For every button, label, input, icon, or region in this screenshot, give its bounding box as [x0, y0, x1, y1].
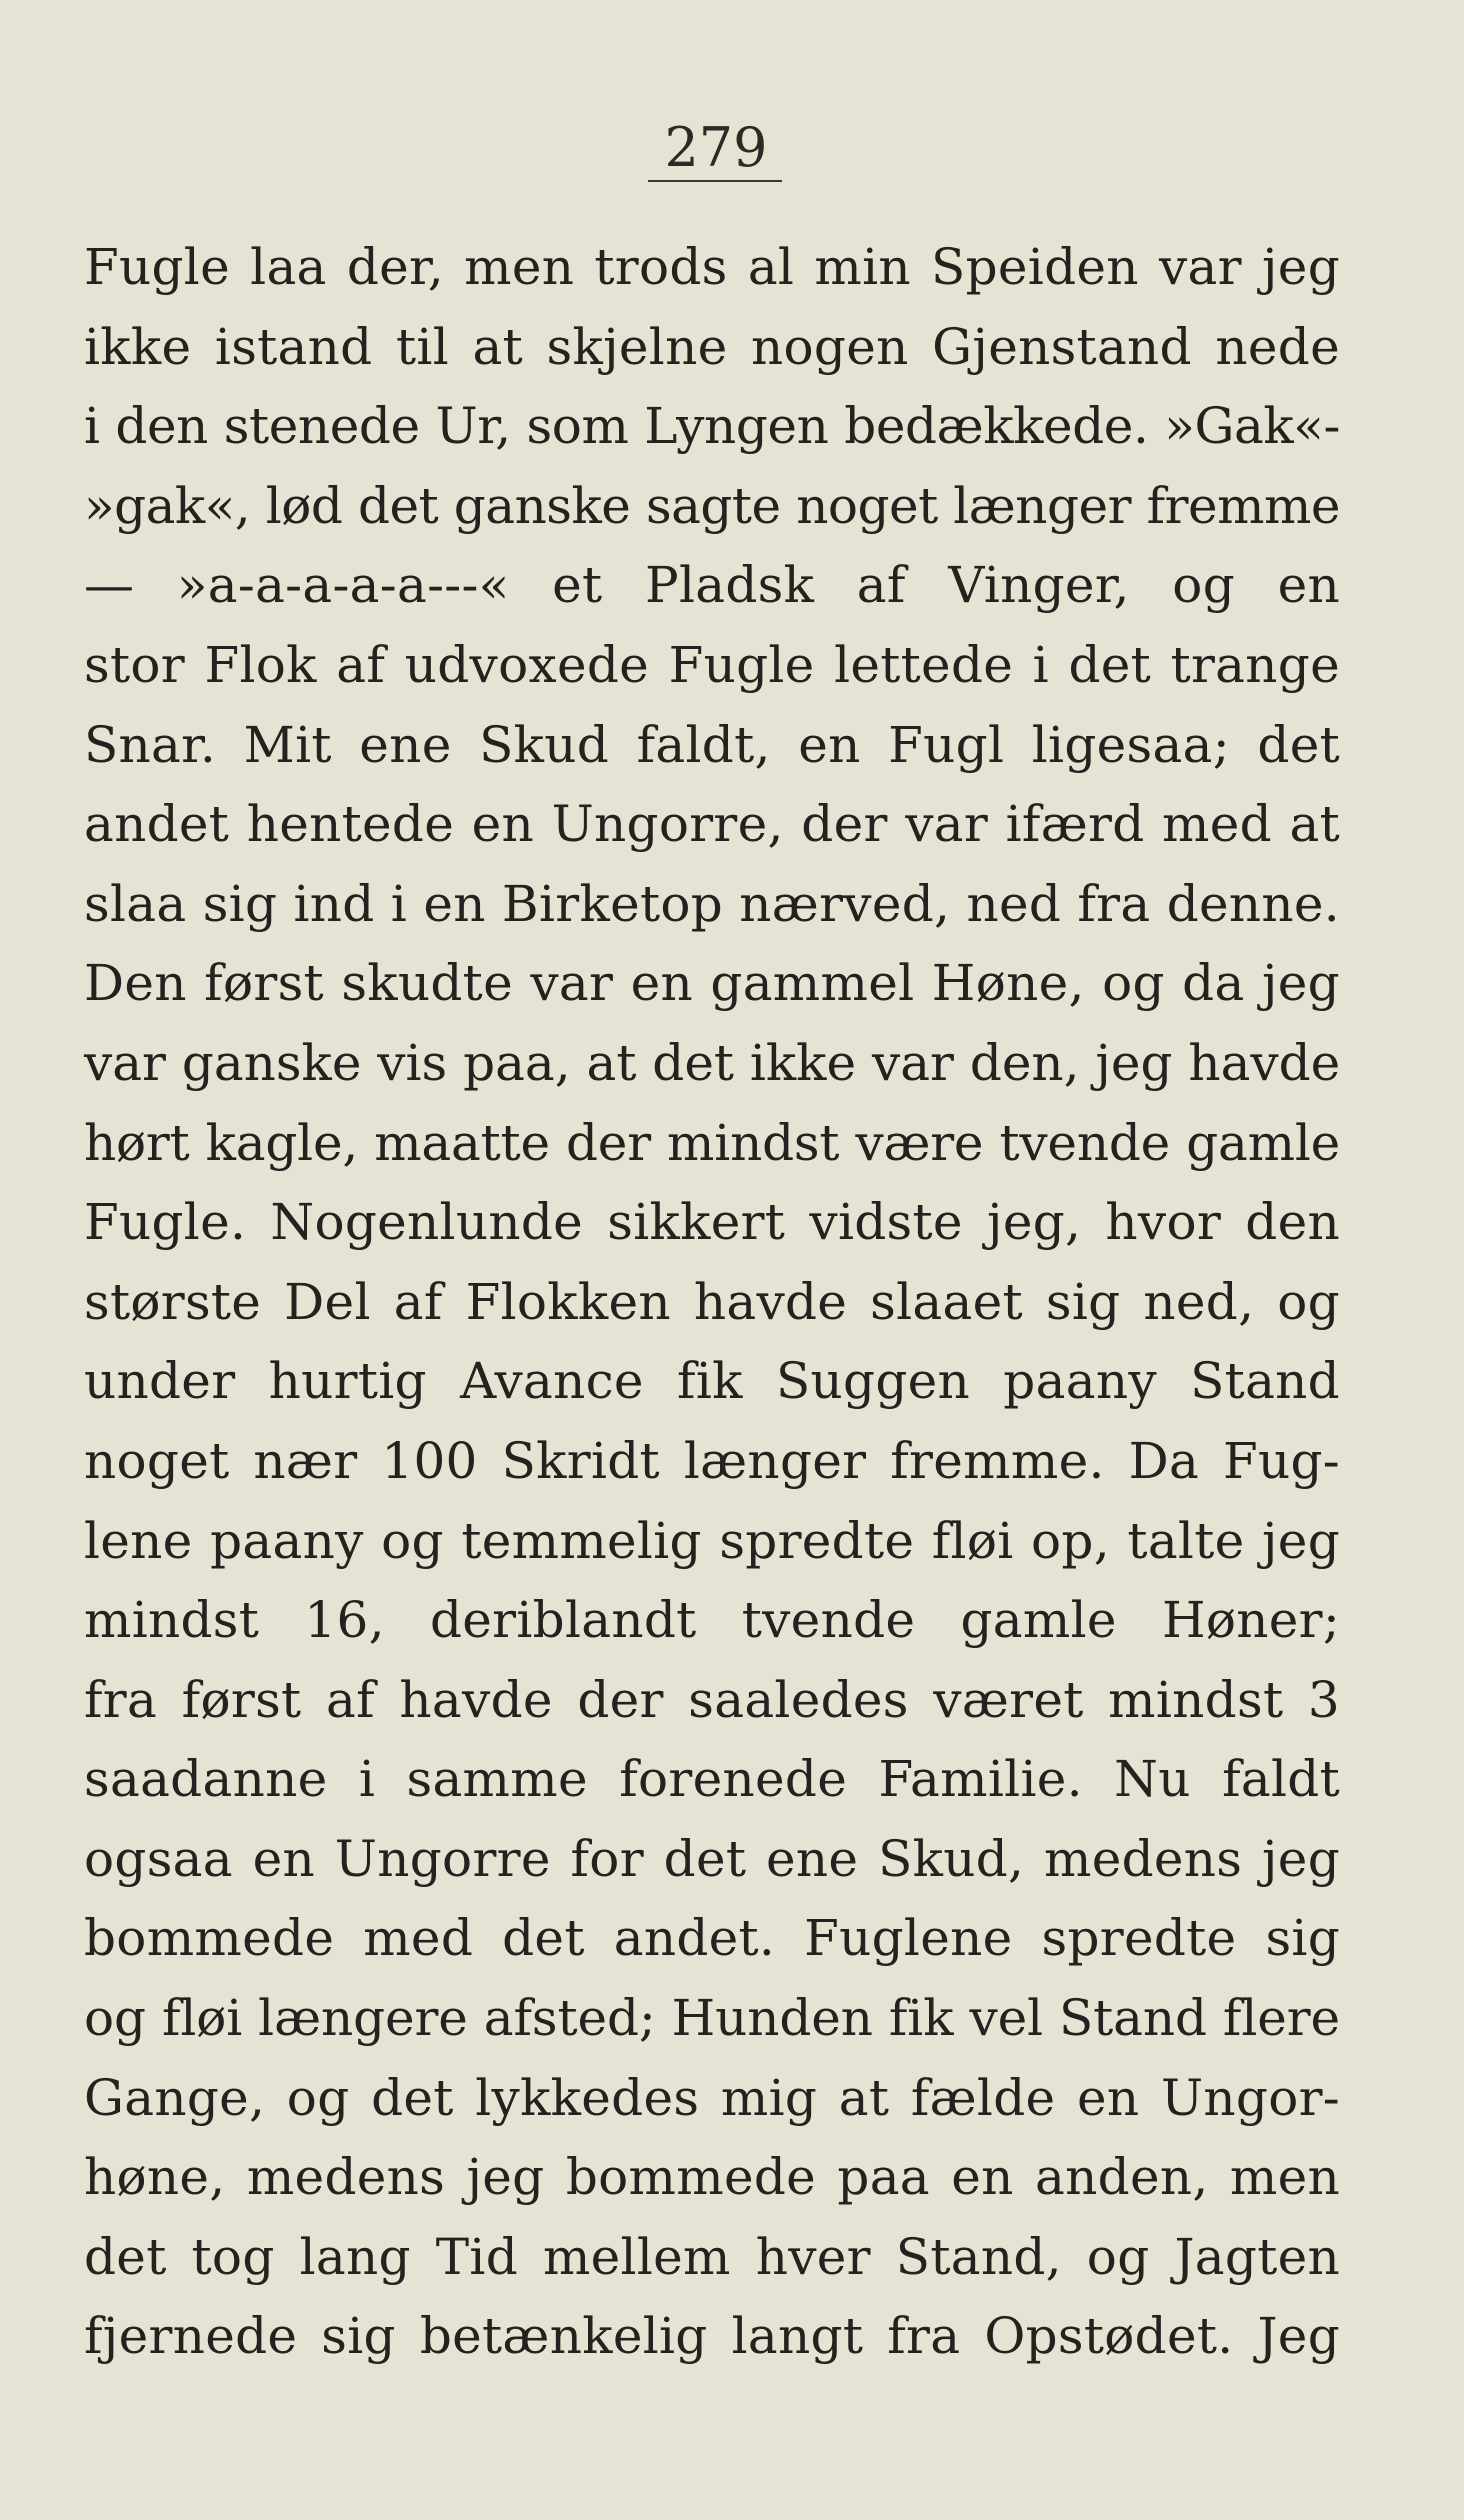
- text-line-25: høne, medens jeg bommede paa en anden, men: [84, 2148, 1340, 2207]
- text-line-2: ikke istand til at skjelne nogen Gjenstand nede: [84, 317, 1340, 376]
- text-line-11: var ganske vis paa, at det ikke var den, jeg havde: [84, 1033, 1341, 1092]
- text-line-7: Snar. Mit ene Skud faldt, en Fugl ligesaa; det: [84, 715, 1340, 774]
- text-line-18: mindst 16, deriblandt tvende gamle Høner;: [84, 1591, 1340, 1650]
- text-line-24: Gange, og det lykkedes mig at fælde en Ungor-: [84, 2068, 1340, 2127]
- text-line-22: bommede med det andet. Fuglene spredte sig: [84, 1909, 1340, 1968]
- text-line-5: — »a-a-a-a-a---« et Pladsk af Vinger, og en: [84, 556, 1340, 615]
- text-line-26: det tog lang Tid mellem hver Stand, og Jagten: [84, 2227, 1340, 2286]
- text-line-9: slaa sig ind i en Birketop nærved, ned fra denne.: [84, 874, 1340, 933]
- text-line-23: og fløi længere afsted; Hunden fik vel Stand flere: [84, 1989, 1340, 2048]
- text-line-16: noget nær 100 Skridt længer fremme. Da Fug-: [84, 1431, 1340, 1490]
- text-line-27: fjernede sig betænkelig langt fra Opstødet. Jeg: [84, 2307, 1340, 2366]
- text-line-4: »gak«, lød det ganske sagte noget længer fremme: [84, 476, 1340, 535]
- text-line-14: største Del af Flokken havde slaaet sig ned, og: [84, 1272, 1340, 1331]
- text-line-8: andet hentede en Ungorre, der var ifærd med at: [84, 795, 1340, 854]
- text-line-21: ogsaa en Ungorre for det ene Skud, medens jeg: [84, 1829, 1340, 1888]
- text-line-6: stor Flok af udvoxede Fugle lettede i det trange: [84, 635, 1340, 694]
- body-text: [84, 228, 1340, 2377]
- text-line-20: saadanne i samme forenede Familie. Nu faldt: [84, 1750, 1340, 1809]
- text-line-3: i den stenede Ur, som Lyngen bedækkede. »Gak«-: [84, 397, 1340, 456]
- text-line-13: Fugle. Nogenlunde sikkert vidste jeg, hvor den: [84, 1193, 1340, 1252]
- page-number-rule: [648, 180, 782, 182]
- text-line-10: Den først skudte var en gammel Høne, og da jeg: [84, 954, 1340, 1013]
- page-number: 279: [664, 116, 768, 179]
- text-line-17: lene paany og temmelig spredte fløi op, talte jeg: [84, 1511, 1340, 1570]
- text-line-15: under hurtig Avance fik Suggen paany Stand: [84, 1352, 1340, 1411]
- text-line-1: Fugle laa der, men trods al min Speiden var jeg: [84, 238, 1340, 296]
- text-line-12: hørt kagle, maatte der mindst være tvende gamle: [84, 1113, 1340, 1172]
- text-line-19: fra først af havde der saaledes været mindst 3: [84, 1670, 1340, 1729]
